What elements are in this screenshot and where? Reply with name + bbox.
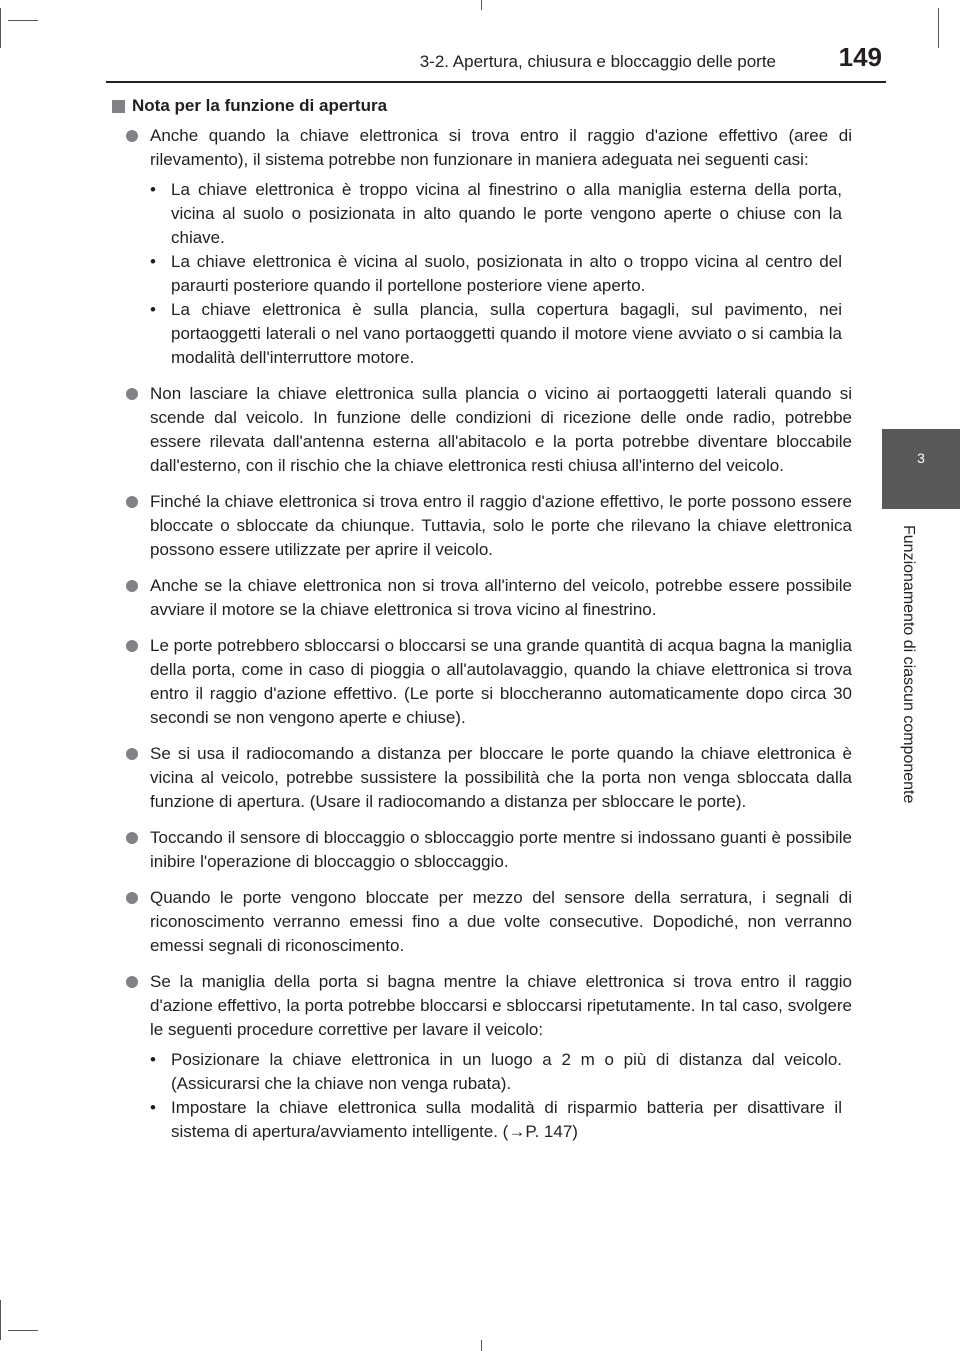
square-bullet-icon xyxy=(112,100,125,113)
crop-mark xyxy=(8,20,38,21)
item-text: Se si usa il radiocomando a distanza per bloccare le porte quando la chiave elettronica è vicina al veicolo, potrebbe sussistere la possibilità che la porta non venga sbloccata dalla funzione di apertura. (Usare il radiocomando a distanza per sbloccare le porte). xyxy=(150,744,852,811)
sub-list-item xyxy=(150,1048,852,1096)
crop-mark xyxy=(481,1340,482,1351)
list-item xyxy=(112,826,852,874)
bullet-icon: • xyxy=(150,1098,156,1117)
chapter-tab xyxy=(882,429,960,509)
sub-item-text: La chiave elettronica è troppo vicina al finestrino o alla maniglia esterna della porta, vicina al suolo o posizionata in alto quando le porte vengono aperte o chiuse con la chiave. xyxy=(171,180,842,247)
sub-list-item xyxy=(150,1096,852,1144)
item-text: Anche quando la chiave elettronica si trova entro il raggio d'azione effettivo (aree di rilevamento), il sistema potrebbe non funzionare in maniera adeguata nei seguenti casi: xyxy=(150,126,852,169)
item-text: Anche se la chiave elettronica non si trova all'interno del veicolo, potrebbe essere possibile avviare il motore se la chiave elettronica si trova vicino al finestrino. xyxy=(150,576,852,619)
item-text: Toccando il sensore di bloccaggio o sbloccaggio porte mentre si indossano guanti è possibile inibire l'operazione di bloccaggio o sbloccaggio. xyxy=(150,828,852,871)
item-text: Le porte potrebbero sbloccarsi o bloccarsi se una grande quantità di acqua bagna la maniglia della porta, come in caso di pioggia o all'autolavaggio, quando la chiave elettronica si trova entro il raggio d'azione effettivo. (Le porte si bloccheranno automaticamente dopo circa 30 secondi se non vengono aperte e chiuse). xyxy=(150,636,852,727)
main-content xyxy=(112,96,852,1156)
sub-list-item xyxy=(150,250,852,298)
page-header xyxy=(106,42,886,82)
bullet-icon: • xyxy=(150,180,156,199)
crop-mark xyxy=(938,8,939,48)
circle-bullet-icon xyxy=(126,496,138,508)
list-item xyxy=(112,574,852,622)
circle-bullet-icon xyxy=(126,388,138,400)
list-item xyxy=(112,490,852,562)
crop-mark xyxy=(8,1330,38,1331)
notes-list xyxy=(112,124,852,1144)
section-heading xyxy=(112,96,852,116)
header-rule xyxy=(106,81,886,83)
list-item xyxy=(112,886,852,958)
circle-bullet-icon xyxy=(126,976,138,988)
crop-mark xyxy=(0,8,1,48)
heading-text: Nota per la funzione di apertura xyxy=(132,96,388,115)
list-item xyxy=(112,634,852,730)
sub-list xyxy=(150,1048,852,1144)
item-text: Non lasciare la chiave elettronica sulla plancia o vicino ai portaoggetti laterali quando si scende dal veicolo. In funzione delle condizioni di ricezione delle onde radio, potrebbe essere rilevata dall'antenna esterna all'abitacolo e la porta potrebbe diventare bloccabile dall'esterno, con il rischio che la chiave elettronica resti chiusa all'interno del veicolo. xyxy=(150,384,852,475)
circle-bullet-icon xyxy=(126,580,138,592)
sub-item-text: Impostare la chiave elettronica sulla modalità di risparmio batteria per disattivare il sistema di apertura/avviamento intelligente. (→P. 147) xyxy=(171,1098,842,1141)
bullet-icon: • xyxy=(150,1050,156,1069)
circle-bullet-icon xyxy=(126,130,138,142)
circle-bullet-icon xyxy=(126,832,138,844)
circle-bullet-icon xyxy=(126,640,138,652)
chapter-number: 3 xyxy=(917,450,925,466)
chapter-label xyxy=(885,525,925,825)
section-title: 3-2. Apertura, chiusura e bloccaggio delle porte xyxy=(419,52,776,71)
circle-bullet-icon xyxy=(126,892,138,904)
crop-mark xyxy=(481,0,482,10)
sub-list xyxy=(150,178,852,370)
sub-item-text: Posizionare la chiave elettronica in un luogo a 2 m o più di distanza dal veicolo. (Assicurarsi che la chiave non venga rubata). xyxy=(171,1050,842,1093)
sub-item-text: La chiave elettronica è sulla plancia, sulla copertura bagagli, sul pavimento, nei portaoggetti laterali o nel vano portaoggetti quando il motore viene avviato o si cambia la modalità dell'interruttore motore. xyxy=(171,300,842,367)
bullet-icon: • xyxy=(150,252,156,271)
sub-list-item xyxy=(150,178,852,250)
chapter-label-text: Funzionamento di ciascun componente xyxy=(900,525,917,804)
page-number: 149 xyxy=(838,42,882,72)
circle-bullet-icon xyxy=(126,748,138,760)
item-text: Se la maniglia della porta si bagna mentre la chiave elettronica si trova entro il raggio d'azione effettivo, la porta potrebbe bloccarsi e sbloccarsi ripetutamente. In tal caso, svolgere le seguenti procedure correttive per lavare il veicolo: xyxy=(150,972,852,1039)
item-text: Quando le porte vengono bloccate per mezzo del sensore della serratura, i segnali di riconoscimento verranno emessi fino a due volte consecutive. Dopodiché, non verranno emessi segnali di riconoscimento. xyxy=(150,888,852,955)
bullet-icon: • xyxy=(150,300,156,319)
sub-item-text: La chiave elettronica è vicina al suolo, posizionata in alto o troppo vicina al centro del paraurti posteriore quando il portellone posteriore viene aperto. xyxy=(171,252,842,295)
crop-mark xyxy=(0,1300,1,1340)
sub-list-item xyxy=(150,298,852,370)
list-item xyxy=(112,742,852,814)
list-item xyxy=(112,124,852,370)
item-text: Finché la chiave elettronica si trova entro il raggio d'azione effettivo, le porte possono essere bloccate o sbloccate da chiunque. Tuttavia, solo le porte che rilevano la chiave elettronica possono essere utilizzate per aprire il veicolo. xyxy=(150,492,852,559)
list-item xyxy=(112,382,852,478)
list-item xyxy=(112,970,852,1144)
